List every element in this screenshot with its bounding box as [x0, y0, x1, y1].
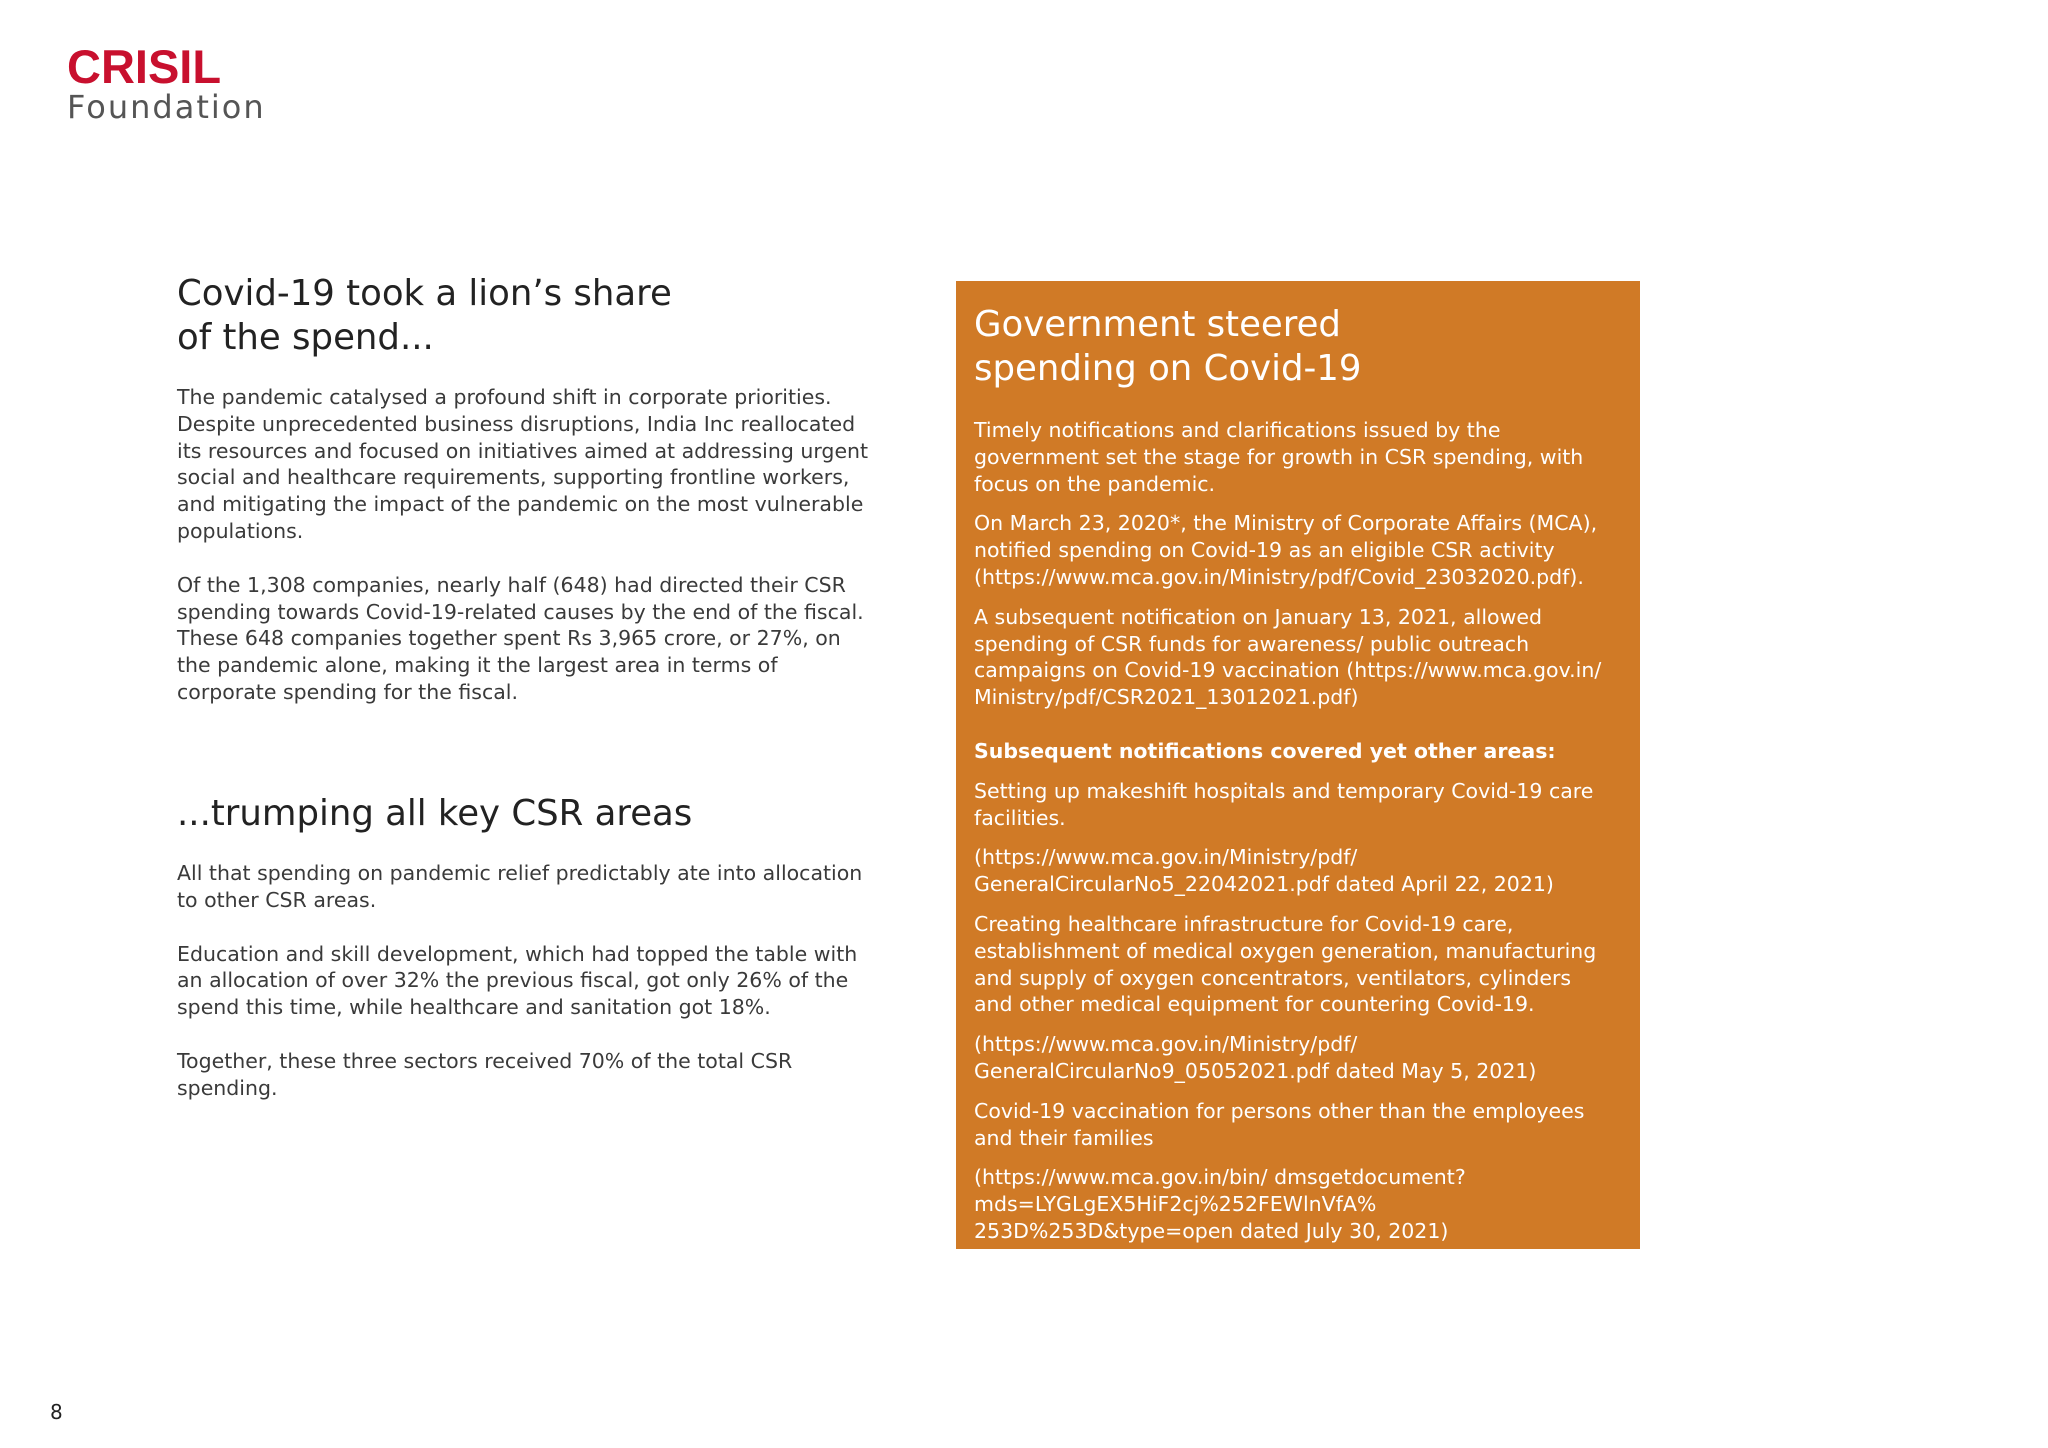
- sidebar-paragraph: A subsequent notification on January 13, 2021, allowed spending of CSR funds for awareness/ public outreach campaigns on Covid-19 vaccination (https://www.mca.gov.in/ Ministry/pdf/CSR2021_13012021.pdf): [974, 604, 1602, 710]
- sidebar-item: Covid-19 vaccination for persons other than the employees and their families: [974, 1098, 1585, 1150]
- sidebar-paragraph: On March 23, 2020*, the Ministry of Corporate Affairs (MCA), notified spending on Covid-19 as an eligible CSR activity (https://www.mca.gov.in/Ministry/pdf/Covid_23032020.pdf).: [974, 511, 1598, 589]
- section-paragraph: All that spending on pandemic relief predictably ate into allocation to other CSR areas.: [177, 861, 863, 912]
- section-covid-share: [177, 272, 877, 706]
- section-trumping-csr-areas: [177, 792, 877, 1102]
- section-heading: ...trumping all key CSR areas: [177, 793, 693, 834]
- section-paragraph: The pandemic catalysed a profound shift in corporate priorities. Despite unprecedented business disruptions, India Inc reallocated its resources and focused on initiatives aimed at addressing urgent social and healthcare requirements, supporting frontline workers, and mitigating the impact of the pandemic on the most vulnerable populations.: [177, 385, 869, 543]
- section-paragraph: Of the 1,308 companies, nearly half (648) had directed their CSR spending towards Covid-19-related causes by the end of the fiscal. These 648 companies together spent Rs 3,965 crore, or 27%, on the pandemic alone, making it the largest area in terms of corporate spending for the fiscal.: [177, 572, 864, 704]
- sidebar-item-link: (https://www.mca.gov.in/Ministry/pdf/ GeneralCircularNo5_22042021.pdf dated April 22, 2021): [974, 845, 1554, 897]
- sidebar-item-link: (https://www.mca.gov.in/bin/ dmsgetdocument?mds=LYGLgEX5HiF2cj%252FEWlnVfA% 253D%253D&type=open dated July 30, 2021): [974, 1165, 1466, 1243]
- section-paragraph: Together, these three sectors received 70% of the total CSR spending.: [177, 1048, 793, 1100]
- section-heading: Covid-19 took a lion’s share of the spend...: [177, 273, 672, 358]
- logo-subtitle: Foundation: [67, 88, 266, 126]
- sidebar-title: Government steered spending on Covid-19: [974, 304, 1362, 389]
- sidebar-item-link: (https://www.mca.gov.in/Ministry/pdf/ GeneralCircularNo9_05052021.pdf dated May 5, 2021): [974, 1032, 1537, 1083]
- sidebar-item: Creating healthcare infrastructure for Covid-19 care, establishment of medical oxygen generation, manufacturing and supply of oxygen concentrators, ventilators, cylinders and other medical equipment for countering Covid-19.: [974, 911, 1597, 1017]
- sidebar-subheading: Subsequent notifications covered yet other areas:: [974, 738, 1556, 763]
- logo-brand: CRISIL: [67, 40, 222, 93]
- government-spending-sidebar: [956, 281, 1640, 1249]
- sidebar-intro: Timely notifications and clarifications issued by the government set the stage for growth in CSR spending, with focus on the pandemic.: [974, 418, 1584, 496]
- page-number: 8: [50, 1400, 63, 1424]
- crisil-foundation-logo: [67, 42, 266, 124]
- sidebar-item: Setting up makeshift hospitals and temporary Covid-19 care facilities.: [974, 778, 1594, 830]
- section-paragraph: Education and skill development, which had topped the table with an allocation of over 32% the previous fiscal, got only 26% of the spend this time, while healthcare and sanitation got 18%.: [177, 941, 858, 1020]
